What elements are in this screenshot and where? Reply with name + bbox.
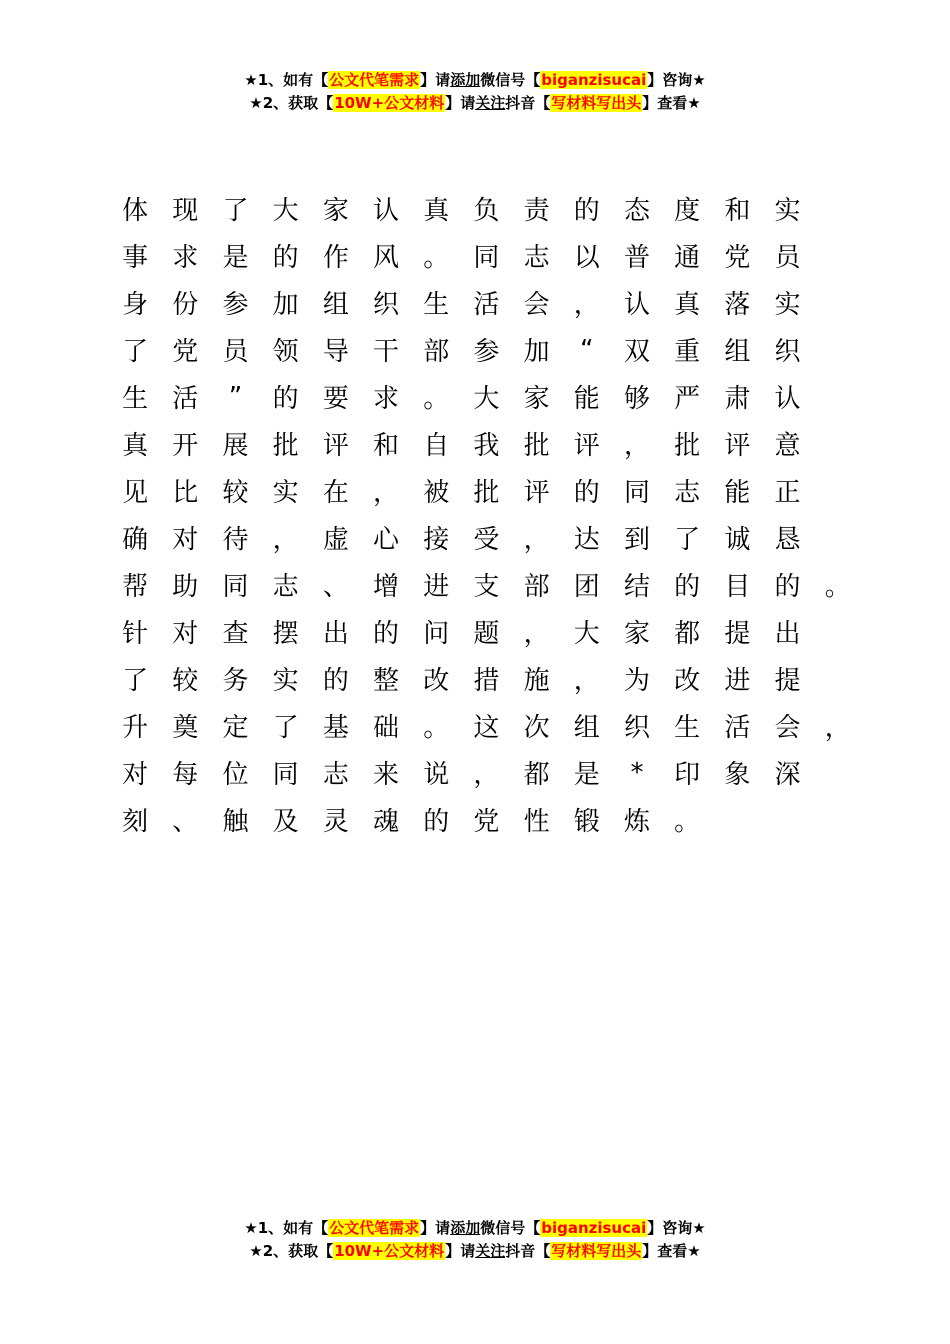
- banner-text: 抖音【: [505, 94, 551, 112]
- banner-text: ★2、获取【: [249, 94, 334, 112]
- body-line: 身 份 参 加 组 织 生 活 会 ， 认 真 落 实: [122, 290, 801, 320]
- banner-text: 抖音【: [505, 1242, 551, 1260]
- body-line: 针 对 查 摆 出 的 问 题 ， 大 家 都 提 出: [122, 619, 801, 649]
- body-line: 体 现 了 大 家 认 真 负 责 的 态 度 和 实: [122, 196, 801, 226]
- banner-text: 微信号【: [480, 71, 541, 89]
- banner-underlined: 添加: [450, 71, 481, 89]
- banner-line-2: [0, 1240, 950, 1263]
- header-banner: [0, 69, 950, 115]
- body-line: 真 开 展 批 评 和 自 我 批 评 ， 批 评 意: [122, 431, 801, 461]
- body-line: 了 较 务 实 的 整 改 措 施 ， 为 改 进 提: [122, 666, 801, 696]
- banner-highlight: biganzisucai: [541, 1219, 647, 1237]
- banner-highlight: 公文代笔需求: [329, 1219, 420, 1237]
- banner-underlined: 关注: [475, 1242, 506, 1260]
- banner-text: 微信号【: [480, 1219, 541, 1237]
- banner-line-2: [0, 92, 950, 115]
- banner-underlined: 关注: [475, 94, 506, 112]
- banner-highlight: 写材料写出头: [551, 1242, 642, 1260]
- body-line: 对 每 位 同 志 来 说 ， 都 是 * 印 象 深: [122, 757, 801, 790]
- body-line: 事 求 是 的 作 风 。 同 志 以 普 通 党 员: [122, 243, 801, 273]
- banner-highlight: 10W+公文材料: [334, 1242, 445, 1260]
- body-line: 了 党 员 领 导 干 部 参 加 “ 双 重 组 织: [122, 334, 801, 367]
- banner-text: 】请: [420, 71, 451, 89]
- footer-banner: [0, 1217, 950, 1263]
- banner-text: 】查看★: [642, 94, 701, 112]
- banner-text: ★1、如有【: [244, 71, 329, 89]
- body-line: 确 对 待 ， 虚 心 接 受 ， 达 到 了 诚 恳: [122, 525, 801, 555]
- banner-text: 】请: [420, 1219, 451, 1237]
- banner-highlight: 10W+公文材料: [334, 94, 445, 112]
- body-line: 见 比 较 实 在 ， 被 批 评 的 同 志 能 正: [122, 478, 801, 508]
- banner-text: ★2、获取【: [249, 1242, 334, 1260]
- banner-highlight: biganzisucai: [541, 71, 647, 89]
- banner-line-1: [0, 69, 950, 92]
- body-line: 刻 、 触 及 灵 魂 的 党 性 锻 炼 。: [122, 807, 701, 837]
- body-line: 升 奠 定 了 基 础 。 这 次 组 织 生 活 会 ，: [122, 713, 851, 743]
- banner-text: 】请: [445, 1242, 476, 1260]
- document-body: [110, 185, 870, 843]
- banner-line-1: [0, 1217, 950, 1240]
- banner-text: 】请: [445, 94, 476, 112]
- body-line: 生 活 ” 的 要 求 。 大 家 能 够 严 肃 认: [122, 381, 801, 414]
- body-line: 帮 助 同 志 、 增 进 支 部 团 结 的 目 的 。: [122, 572, 851, 602]
- banner-highlight: 公文代笔需求: [329, 71, 420, 89]
- banner-text: 】咨询★: [647, 71, 706, 89]
- banner-highlight: 写材料写出头: [551, 94, 642, 112]
- banner-text: 】查看★: [642, 1242, 701, 1260]
- banner-underlined: 添加: [450, 1219, 481, 1237]
- banner-text: ★1、如有【: [244, 1219, 329, 1237]
- banner-text: 】咨询★: [647, 1219, 706, 1237]
